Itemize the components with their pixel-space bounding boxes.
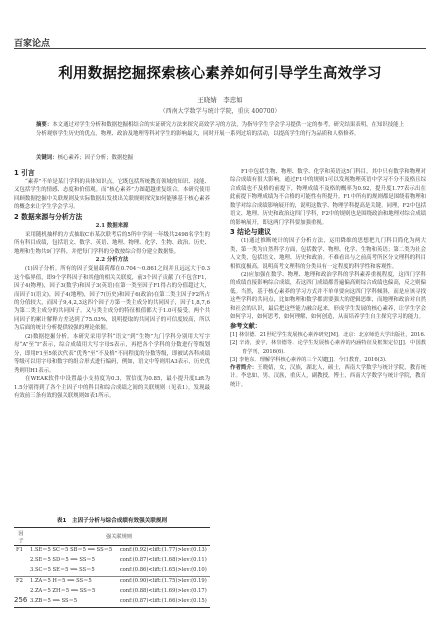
table-cell: F2 <box>16 578 23 585</box>
table-header-factor: 因子 <box>14 528 28 546</box>
table-cell: conf:(0.87)<lift:(1.68)>lev:(0.11) <box>119 557 207 564</box>
section-heading: 2 数据来源与分析方法 <box>14 212 83 221</box>
table-cell <box>14 566 28 576</box>
section-heading: 1 引言 <box>14 169 35 177</box>
abstract <box>36 121 404 138</box>
author-bio <box>230 364 426 389</box>
table-cell <box>14 556 28 566</box>
table-header-rule: 强关联规则 <box>28 528 210 546</box>
paragraph: (2)应加强在数学、物理、地理和政治学科的学科素养重视程度，这四门学科的成绩直接影响综合成绩，若这四门成绩都普遍偏高则综合成绩也偏高，反之则偏低。当然，基于核心素养的学习方式并不单单要向这四门学科倾斜，而是应该寻找这些学科的共同点，比如物理和数学都需要强大的逻辑思维，而地理和政治对自然和社会的认识，最后把这些能力融合起来，形成学生发展的核心素养，让学生学会如何学习，如何思考，如何理解，如何创造，从而培养学生自主探究学习的能力。 <box>230 271 426 321</box>
reference-item: [3] 李艳东．理解学科核心素养的三个关键[J]．今日教育，2016(3). <box>230 356 387 363</box>
rules-table <box>14 527 210 608</box>
paragraph: (1)通过推断统计的因子分析方法，运用降维的思想把九门科目简化为两大类，第一类为自然科学方面，包括数学、物理、化学、生物和英语；第二类为社会人文类，包括语文、地理、历史和政治。不难看出与之前高考所区分文理科的科目相似度极高，说明高考文理科的分类具有一定程度的科学性和客观性。 <box>230 238 426 270</box>
table-cell: conf:(0.88)<lift:(1.69)>lev:(0.17) <box>119 588 207 595</box>
reference-item: [2] 辛涛，姜宇，林崇德等．论学生发展核心素养的内涵特征及框架定位[J]．中国教育学刊，2016(6). <box>230 340 426 355</box>
header-rule <box>14 48 426 49</box>
paragraph: F1中包括生物、物理、数学、化学和英语这5门科目，其中只有数学和物理对综合成绩有很大影响，通过F1中的规则1可以发现物理英语中学习不分不及格且综合成绩也不及格的前提下，物理成绩不及格的概率为0.92，提升度1.77表示出在此前提下物理成绩为不合格的可能性有所提升。F1中所有的规则都是围绕着物理和数学对综合成绩影响展开的，说明这数学、物理学科提高是关键。同理，F2中包括语文、地理、历史和政治这四门学科，F2中的规则也是围绕政治和地理对综合成绩的影响展开，即这两门学科要加强重视。 <box>230 169 426 226</box>
keywords <box>36 153 404 161</box>
paragraph: “素养”不单是某门学科的具体知识点，它既包括所统教育领域的知识、技能、又包括学生的情感、态度和价值观。而“核心素养”力图超越重复组合。本研究使用回顾数据挖掘中关联规则及实际数据出发找出关联规则探究如何能够基于核心素养的概念来让学生学会学习。 <box>14 179 210 211</box>
abstract-text: 本文通过对学生分析和数据挖掘相结合的实证研究方法来探究高效学习的方法，为指导学生学会学习提供一定的参考，研究结果表明，在知识技能上分析观察学生历史的优点，物理、政治及地理等科对学生的影响最大，同时开展一系列过培的活动，以提高学生的行为品质和人格修养。 <box>36 122 404 137</box>
subsection-heading: 2.2 分析方法 <box>95 257 129 264</box>
references-list <box>230 331 426 364</box>
keywords-text: 核心素养；因子分析；数据挖掘 <box>57 155 134 161</box>
author-bio-label: 作者简介： <box>230 365 258 372</box>
table-caption: 表1 主因子分析与综合成绩有效强关联规则 <box>56 518 168 524</box>
table-row <box>14 597 210 607</box>
reference-item: [1] 林崇德．21世纪学生发展核心素养研究[M]．北京：北京师范大学出版社，2016. <box>230 332 426 339</box>
table-cell: 1.SE＝5 SC＝5 SB＝5 ⟹ SS＝5 <box>30 547 113 554</box>
section-tag: 百家论点 <box>14 39 51 49</box>
table-cell: 3.ZB＝5 ⟹ SS＝5 <box>28 597 117 607</box>
table-cell: 2.SE＝5 SD＝5 ⟹ SS＝5 <box>30 557 95 564</box>
table-row <box>14 556 210 566</box>
author-bio-text: 王晓婧，女，汉族，湖北人，硕士，西南大学数学与统计学院，教育统计。李忠如，男，汉族，重庆人，副教授，博士，西南大学数学与统计学院，教育统计。 <box>230 365 426 388</box>
paragraph: (2)数据挖掘分析。本研究采用学科“语文”到“生物”九门学科分别用大写字母“A”至“I”表示，综合成绩用大写字母S表示，再把各个学科的分数进行等级划分，即用F1至5依次代表“优秀”至“不及格”不同程度的分数等级，即被试各科成绩等级可以用字母和数字的组合形式进行编码，例如，语文中等则用A3表示，历史优秀则用H1表示。 <box>14 333 210 374</box>
subsection-heading: 2.1 数据来源 <box>95 222 129 229</box>
article-authors: 王晓婧 李忠如 <box>197 96 243 104</box>
paragraph: 在WEAK软件中设置最小支持度为0.3，置信度为0.85，最小提升度Lift为1.5分别得到了各个主因子中的科目和综合成绩之间的关联规则（见表1），发现最有效前三条有效的强关联规则如表1所示。 <box>14 376 210 399</box>
keywords-label: 关键词： <box>36 155 58 161</box>
section-heading: 3 结论与建议 <box>230 228 272 237</box>
table-cell: F1 <box>16 547 23 554</box>
abstract-label: 摘要： <box>36 122 53 128</box>
table-row <box>14 576 210 586</box>
rules-table-block <box>14 516 210 608</box>
table-cell: 1.ZA＝5 H＝5 ⟹ SS＝5 <box>30 578 92 585</box>
table-row <box>14 566 210 576</box>
article-affiliation: （西南大学数学与统计学院，重庆 400700） <box>159 108 281 115</box>
paragraph: 采用随机抽样的方式抽取C市某次联考后的5所中学同一年级共2498名学生的所有科目成绩，包括语文、数学、英语、地理、物理、化学、生物、政治、历史、地理和生物共9门学科，并把每门学科的分数按综合得分建立数据集。 <box>14 231 210 255</box>
paragraph: (1)因子分析。所有的因子变量载荷都在0.704～0.861之间并且远远大于0.3这个临界值，即9个学科因子和其他的相关关联度，前3个因子贡献了(不包含F1，因子4(物理)，因子3(数学)和因子3(英语)在第一类至因子F1得占的分值超过大，而因子1(语文)，因子4(地理)，因子7(历史)和因子6(政治)在第二类主因子F2所占的分值较大，而因子9,4,2,3这四个因子方第一类主成分的共同因子，因子1,8,7,6为第二类主成分的共同因子。又与类主成分的特征根值都大于1.0可接受，两个共同因子的累计解释方差达到了75.03%，说明提取的共同因子的可信度较高，所以为后面的统计分析提供较强的理论依据。 <box>14 266 210 332</box>
table-cell: conf:(0.90)<lift:(1.75)>lev:(0.19) <box>119 578 207 585</box>
table-cell: 2.ZA＝5 ZH＝5 ⟹ SS＝5 <box>30 588 96 595</box>
table-row <box>14 587 210 597</box>
table-cell: conf:(0.92)<lift:(1.77)>lev:(0.13) <box>119 547 207 554</box>
left-column <box>14 168 210 400</box>
article-title: 利用数据挖掘探索核心素养如何引导学生高效学习 <box>58 66 382 82</box>
page-number: 256 <box>14 596 28 604</box>
right-column <box>230 168 426 389</box>
table-cell: conf:(0.87)<lift:(1.66)>lev:(0.15) <box>117 597 210 607</box>
table-row <box>14 546 210 556</box>
table-cell: conf:(0.86)<lift:(1.65)>lev:(0.10) <box>117 566 210 576</box>
table-cell: 3.SC＝5 SE＝5 ⟹ SS＝5 <box>28 566 117 576</box>
references-heading: 参考文献： <box>230 322 261 330</box>
